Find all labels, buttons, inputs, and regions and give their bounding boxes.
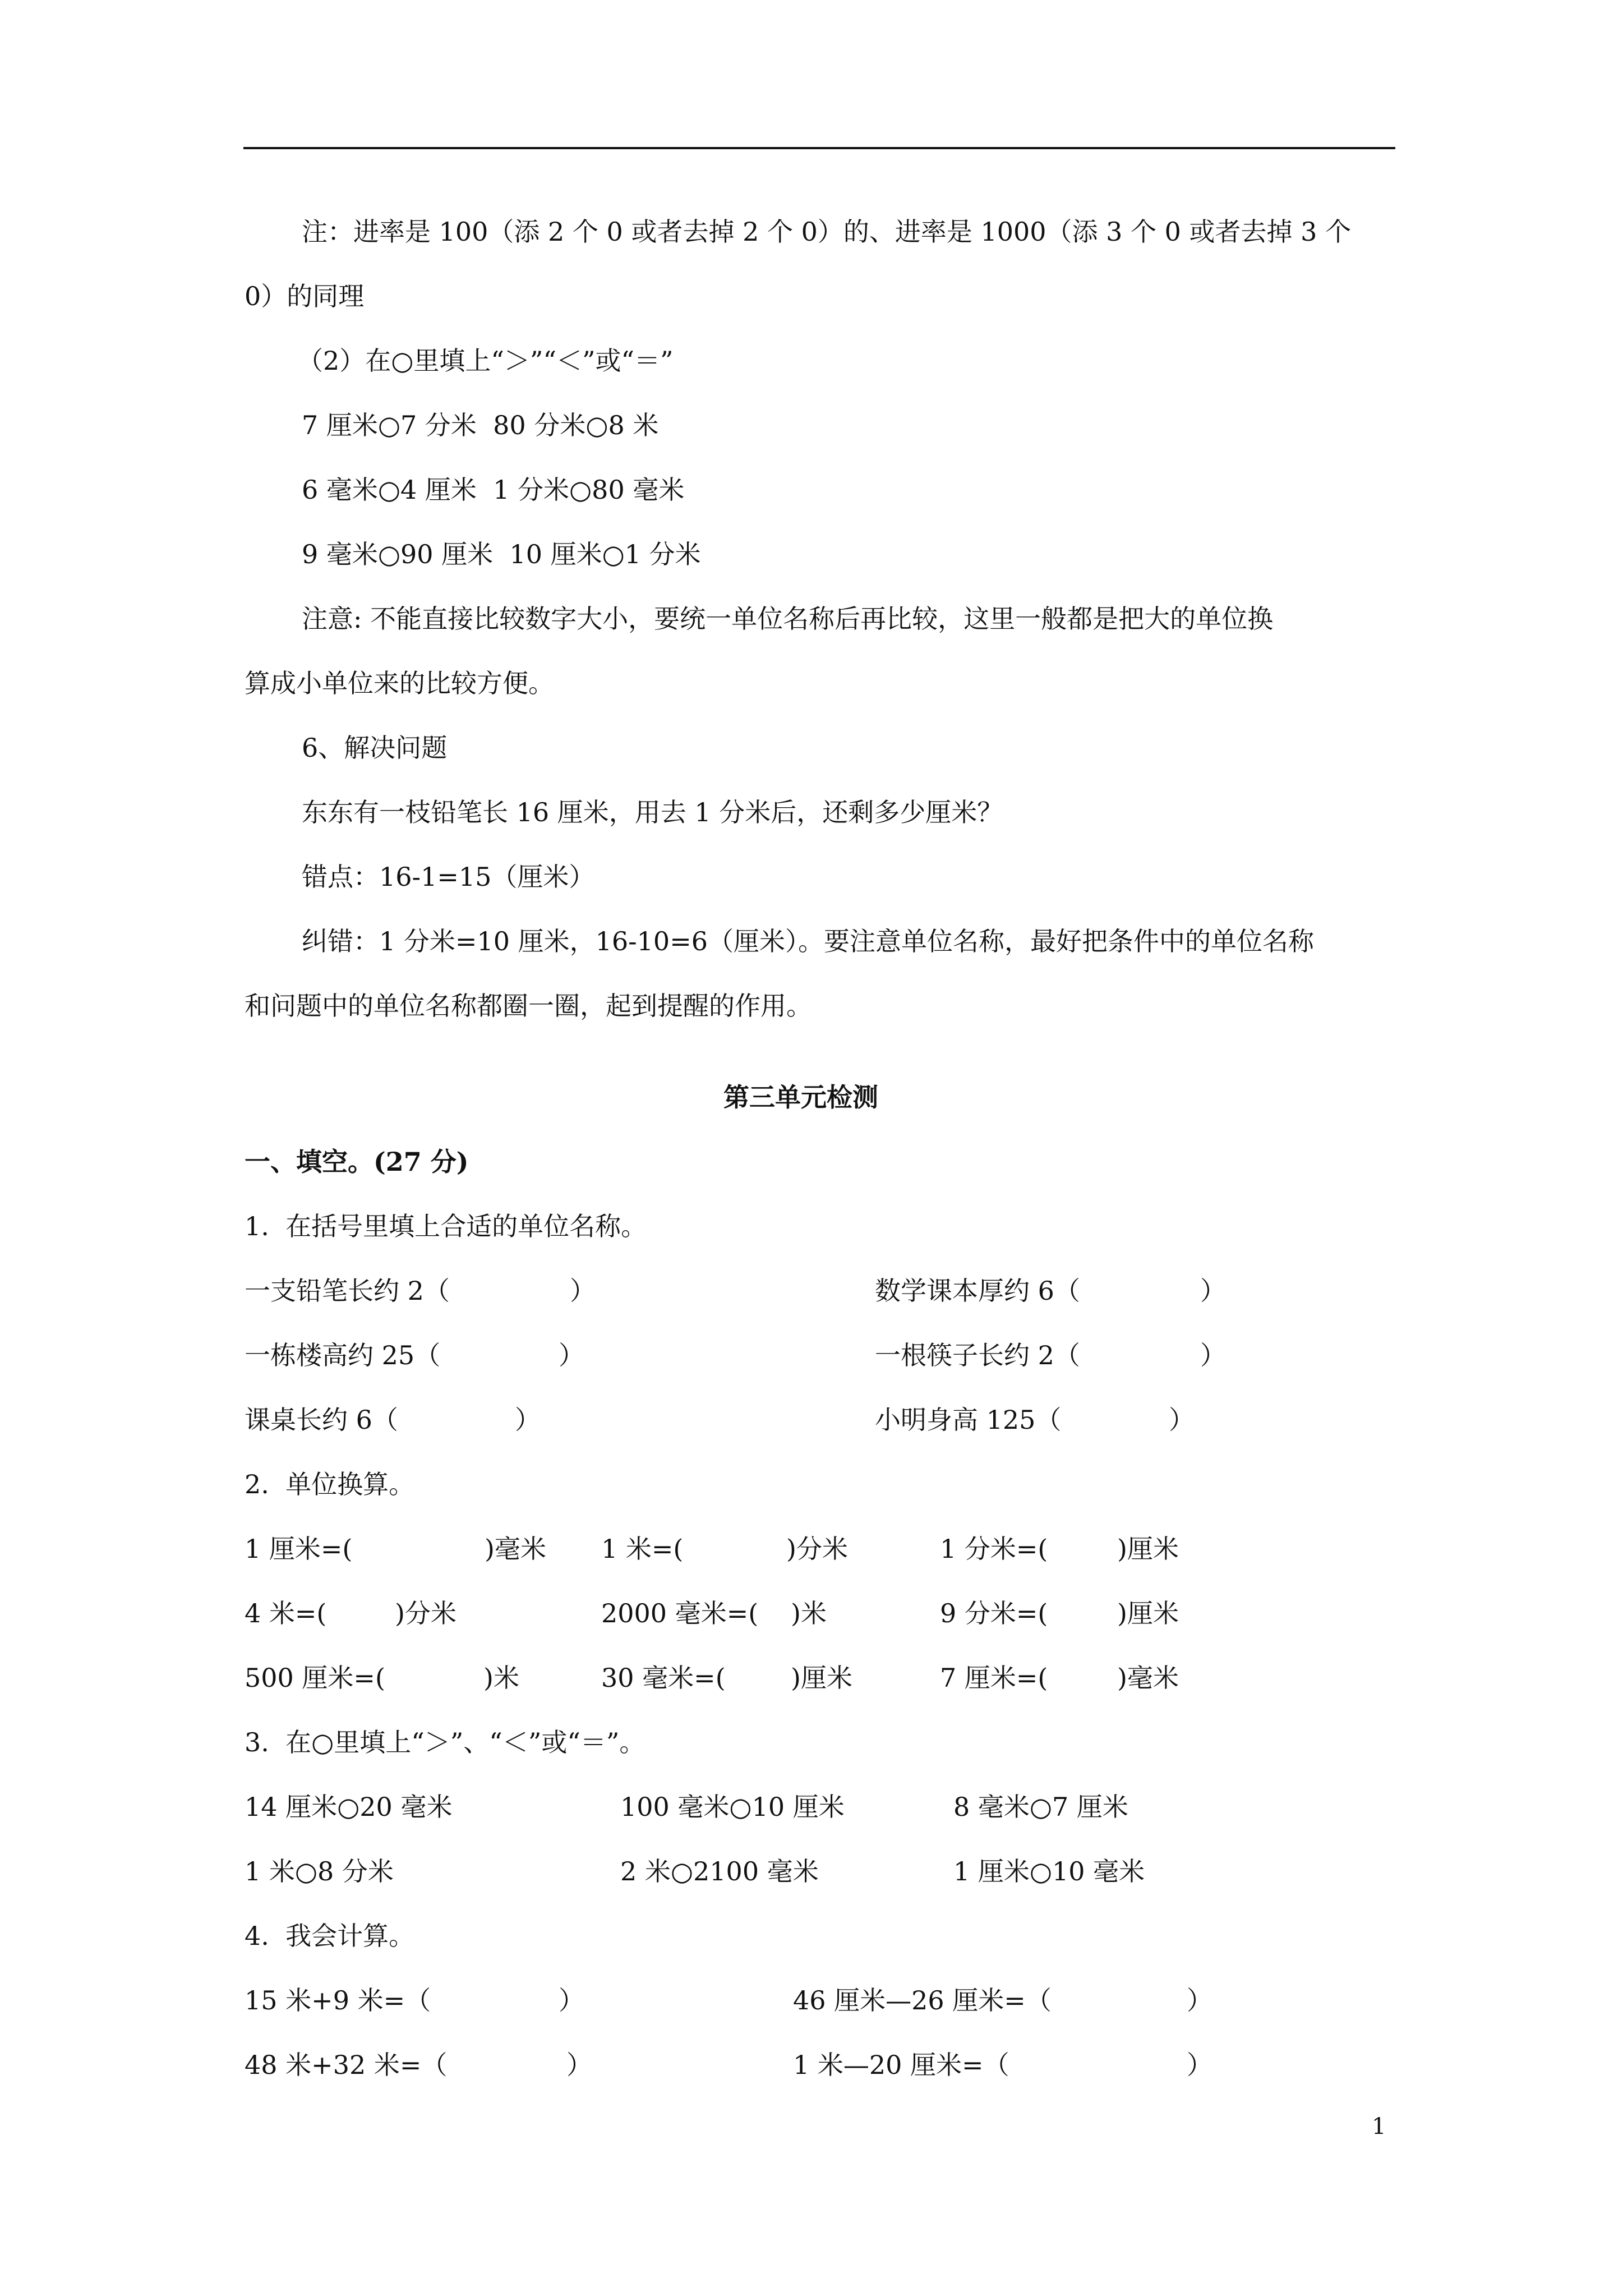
compare-heading: （2）在○里填上“＞”“＜”或“＝”: [297, 346, 674, 376]
q1-heading: 1. 在括号里填上合适的单位名称。: [245, 1211, 647, 1241]
caution-line-2: 算成小单位来的比较方便。: [245, 668, 554, 698]
note-line-2: 0）的同理: [245, 281, 365, 311]
q1-item-close: ）: [1200, 1276, 1226, 1306]
q2-cell: 9 分米=(: [940, 1598, 1048, 1628]
q2-cell: )分米: [395, 1598, 457, 1628]
q2-cell: )厘米: [1117, 1598, 1179, 1628]
compare-row: 7 厘米○7 分米 80 分米○8 米: [302, 410, 659, 440]
compare-row: 9 毫米○90 厘米 10 厘米○1 分米: [302, 539, 701, 569]
q2-cell: 1 米=(: [601, 1534, 684, 1564]
q2-cell: )厘米: [791, 1663, 852, 1693]
q4-item: 48 米+32 米=（: [245, 2050, 448, 2080]
q4-item: 46 厘米—26 厘米=（: [793, 1985, 1052, 2016]
q2-cell: 2000 毫米=(: [601, 1598, 759, 1628]
q1-item: 小明身高 125（: [875, 1405, 1062, 1435]
problem-question: 东东有一枝铅笔长 16 厘米，用去 1 分米后，还剩多少厘米？: [302, 797, 1003, 827]
q1-item-close: ）: [559, 1340, 584, 1370]
q2-heading: 2. 单位换算。: [245, 1469, 415, 1499]
header-rule: [243, 147, 1395, 149]
q4-item-close: ）: [1187, 1985, 1212, 2016]
q4-heading: 4. 我会计算。: [245, 1921, 415, 1951]
q3-cell: 1 厘米○10 毫米: [953, 1856, 1145, 1887]
q2-cell: )毫米: [485, 1534, 546, 1564]
q4-item-close: ）: [566, 2050, 592, 2080]
compare-row: 6 毫米○4 厘米 1 分米○80 毫米: [302, 475, 685, 505]
q1-item-close: ）: [1169, 1405, 1195, 1435]
q2-cell: 1 厘米=(: [245, 1534, 353, 1564]
q3-cell: 2 米○2100 毫米: [620, 1856, 819, 1887]
q1-item: 课桌长约 6（: [245, 1405, 398, 1435]
page-number: 1: [1372, 2114, 1386, 2139]
q1-item-close: ）: [515, 1405, 541, 1435]
problem-fix-line-2: 和问题中的单位名称都圈一圈，起到提醒的作用。: [245, 991, 812, 1021]
q4-item-close: ）: [559, 1985, 584, 2016]
problem-fix-line-1: 纠错：1 分米=10 厘米，16-10=6（厘米）。要注意单位名称，最好把条件中的单位名称: [302, 926, 1315, 956]
q2-cell: )米: [791, 1598, 827, 1628]
test-title: 第三单元检测: [723, 1082, 878, 1112]
q1-item: 一根筷子长约 2（: [875, 1340, 1080, 1370]
q4-item: 15 米+9 米=（: [245, 1985, 431, 2016]
q2-cell: 30 毫米=(: [601, 1663, 726, 1693]
q3-cell: 1 米○8 分米: [245, 1856, 394, 1887]
part1-heading: 一、填空。(27 分): [245, 1147, 469, 1177]
q3-cell: 14 厘米○20 毫米: [245, 1792, 453, 1822]
q2-cell: )厘米: [1117, 1534, 1179, 1564]
q1-item: 一支铅笔长约 2（: [245, 1276, 450, 1306]
q1-item-close: ）: [1200, 1340, 1226, 1370]
q2-cell: )毫米: [1117, 1663, 1179, 1693]
q3-cell: 8 毫米○7 厘米: [953, 1792, 1128, 1822]
q2-cell: 1 分米=(: [940, 1534, 1048, 1564]
q2-cell: )分米: [786, 1534, 848, 1564]
problem-heading: 6、解决问题: [302, 733, 448, 763]
note-line-1: 注：进率是 100（添 2 个 0 或者去掉 2 个 0）的、进率是 1000（添 3 个 0 或者去掉 3 个: [302, 217, 1352, 247]
q4-item: 1 米—20 厘米=（: [793, 2050, 1009, 2080]
problem-wrong: 错点：16-1=15（厘米）: [302, 862, 595, 892]
q2-cell: 500 厘米=(: [245, 1663, 385, 1693]
q4-item-close: ）: [1187, 2050, 1212, 2080]
q1-item: 一栋楼高约 25（: [245, 1340, 441, 1370]
q3-cell: 100 毫米○10 厘米: [620, 1792, 845, 1822]
q2-cell: 4 米=(: [245, 1598, 327, 1628]
q2-cell: 7 厘米=(: [940, 1663, 1048, 1693]
q2-cell: )米: [483, 1663, 519, 1693]
q3-heading: 3. 在○里填上“＞”、“＜”或“＝”。: [245, 1727, 645, 1757]
caution-line-1: 注意: 不能直接比较数字大小，要统一单位名称后再比较，这里一般都是把大的单位换: [302, 604, 1274, 634]
q1-item-close: ）: [570, 1276, 596, 1306]
q1-item: 数学课本厚约 6（: [875, 1276, 1080, 1306]
